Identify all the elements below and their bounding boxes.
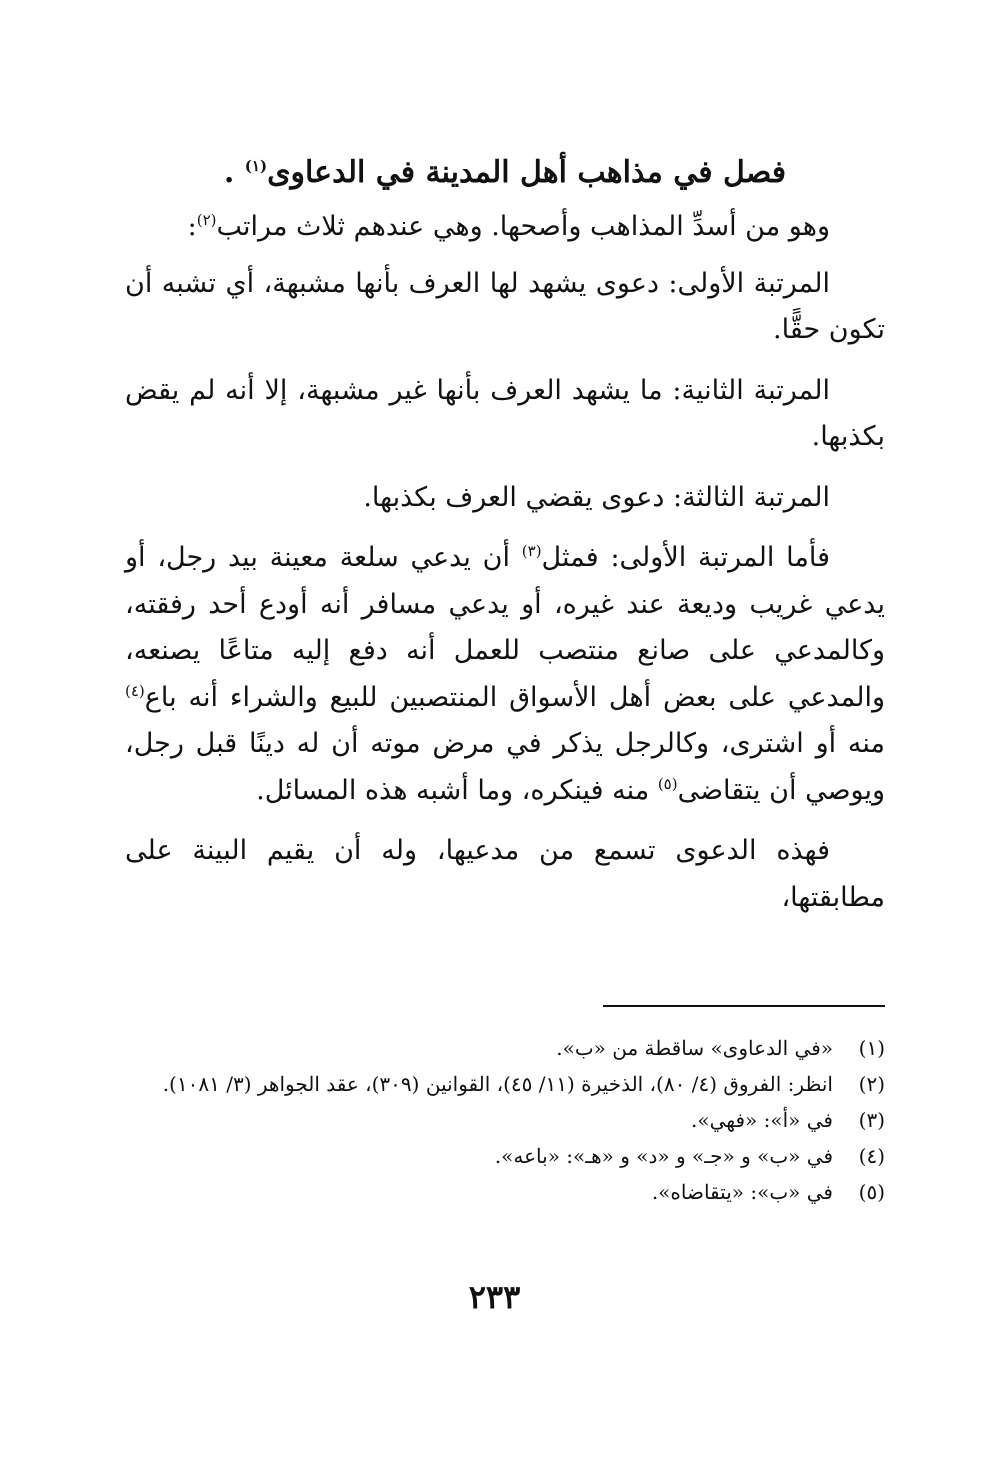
footnote-number: (٤) — [858, 1144, 885, 1168]
page-number: ٢٣٣ — [468, 1278, 521, 1316]
footnote-text: انظر: الفروق (٤/ ٨٠)، الذخيرة (١١/ ٤٥)، القوانين (٣٠٩)، عقد الجواهر (٣/ ١٠٨١). — [162, 1072, 833, 1096]
paragraph-examples-part-b: أن يدعي سلعة معينة بيد رجل، أو يدعي غريب وديعة عند غيره، أو يدعي مسافر أنه أودع أحد رفقته، وكالمدعي على صانع منتصب للعمل أنه دفع إليه متاعًا يصنعه، والمدعي على بعض أهل الأسواق المنتصبين للبيع والشراء أنه باع — [125, 542, 885, 713]
footnote-ref-5: (٥) — [657, 774, 678, 793]
footnote-item — [125, 1102, 885, 1138]
footnote-text: في «ب»: «يتقاضاه». — [651, 1180, 833, 1204]
paragraph-intro-text: وهو من أسدِّ المذاهب وأصحها. وهي عندهم ثلاث مراتب — [216, 211, 830, 242]
footnote-item — [125, 1066, 885, 1102]
footnote-number: (١) — [858, 1036, 885, 1060]
footnote-divider — [603, 1005, 885, 1007]
section-title-tail: . — [223, 155, 245, 190]
footnote-ref-4: (٤) — [125, 681, 145, 700]
footnote-text: «في الدعاوى» ساقطة من «ب». — [556, 1036, 833, 1060]
section-title — [125, 150, 885, 196]
paragraph-intro-colon: : — [187, 211, 197, 242]
footnote-item — [125, 1030, 885, 1066]
page-body — [125, 150, 885, 935]
footnotes — [125, 1030, 885, 1210]
paragraph-rank-two: المرتبة الثانية: ما يشهد العرف بأنها غير مشبهة، إلا أنه لم يقض بكذبها. — [125, 374, 885, 452]
footnote-item — [125, 1174, 885, 1210]
paragraph-examples-part-d: منه فينكره، وما أشبه هذه المسائل. — [256, 774, 658, 806]
paragraph-rank-one: المرتبة الأولى: دعوى يشهد لها العرف بأنها مشبهة، أي تشبه أن تكون حقًّا. — [125, 267, 885, 345]
footnote-ref-2: (٢) — [196, 211, 217, 229]
paragraph-intro — [125, 204, 885, 251]
section-title-text: فصل في مذاهب أهل المدينة في الدعاوى — [267, 155, 787, 190]
paragraph-examples — [125, 535, 885, 814]
paragraph-conclusion: فهذه الدعوى تسمع من مدعيها، وله أن يقيم البينة على مطابقتها، — [125, 835, 885, 913]
footnote-number: (٢) — [858, 1072, 885, 1096]
paragraph-rank-three: المرتبة الثالثة: دعوى يقضي العرف بكذبها. — [363, 481, 830, 513]
footnote-item — [125, 1138, 885, 1174]
footnote-number: (٣) — [858, 1108, 885, 1132]
footnote-ref-3: (٣) — [521, 542, 542, 560]
paragraph-examples-part-a: فأما المرتبة الأولى: فمثل — [541, 542, 830, 573]
paragraph-examples-part-c: منه أو اشترى، وكالرجل يذكر في مرض موته أن له دينًا قبل رجل، ويوصي أن يتقاضى — [125, 728, 885, 806]
footnote-text: في «أ»: «فهي». — [691, 1108, 833, 1132]
footnote-ref-1: (١) — [244, 157, 268, 175]
footnote-text: في «ب» و «جـ» و «د» و «هـ»: «باعه». — [494, 1144, 833, 1168]
footnote-number: (٥) — [858, 1180, 885, 1204]
